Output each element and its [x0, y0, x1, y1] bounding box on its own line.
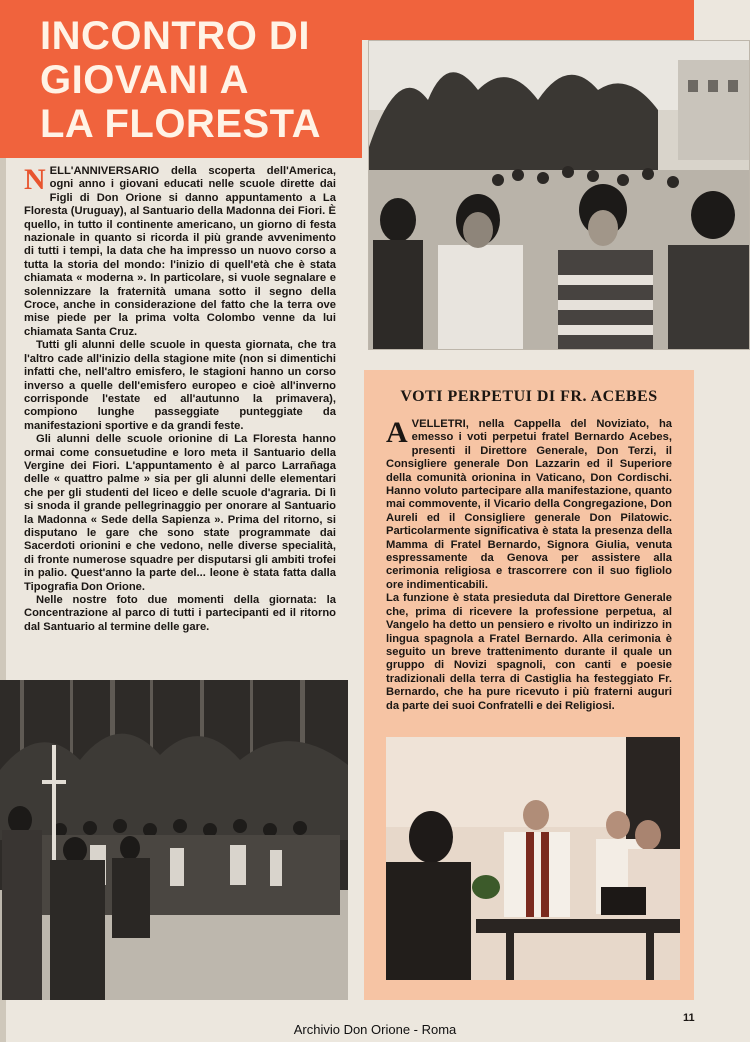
sidebox-paragraph-1: AVELLETRI, nella Cappella del Noviziato, ha emesso i voti perpetui fratel Bernardo Acebes, presenti il Direttore Generale, Don Terzi, il Consigliere generale Don Lazzarin ed il Superiore della comunità orionina in Vaticano, Don Cordischi. Hanno voluto partecipare alla manifestazione, quanto mai commovente, il Vicario della Congregazione, Don Aureli ed il Consigliere generale Don Pilatowic. Particolarmente significativa è stata la presenza della Mamma di Fratel Bernardo, Signora Giulia, venuta espressamente da Genova per assistere alla cerimonia religiosa e trascorrere con il suo figliolo ore indimenticabili. [386, 416, 672, 591]
page-title [40, 14, 321, 146]
photo-ceremony [386, 737, 680, 980]
photo-crowd-park [0, 680, 348, 1000]
article-dropcap: N [24, 163, 46, 196]
sidebox-dropcap: A [386, 416, 408, 449]
article-paragraph-3: Gli alunni delle scuole orionine di La Floresta hanno ormai come consuetudine e loro meta il Santuario della Vergine dei Fiori. L'appuntamento è al parco Larrañaga delle « quattro palme » sia per gli alunni delle elementari che per gli studenti del liceo e delle scuole d'agraria. Di lì si snoda il grande pellegrinaggio per onorare al Santuario la Madonna « Sede della Sapienza ». Prima del ritorno, si disputano le gare che sono state programmate dai Sacerdoti orionini e che vedono, nelle diverse specialità, di fronte numerose squadre per disputarsi gli ambiti trofei in palio. Quest'anno la parte del... leone è stata fatta dalla Tipografia Don Orione. [24, 433, 336, 593]
page-number: 11 [683, 1012, 695, 1024]
article-paragraph-1: NELL'ANNIVERSARIO della scoperta dell'America, ogni anno i giovani educati nelle scuole dirette dai Figli di Don Orione si danno appuntamento a La Floresta (Uruguay), al Santuario della Madonna dei Fiori. È quello, in tutto il continente americano, un giorno di festa nazionale in quanto si ricorda il più grande avvenimento di tutti i tempi, la data che ha impresso un nuovo corso a tutta la storia del mondo: l'inizio di quell'età che è stata chiamata « moderna ». In particolare, si vuole segnalare e solennizzare la fraternità umana sotto il segno della Croce, anche in considerazione del fatto che la terra ove mise piede per la prima volta Colombo venne da lui chiamata Santa Cruz. [24, 163, 336, 338]
sidebox-title: VOTI PERPETUI DI FR. ACEBES [400, 388, 658, 405]
title-line-3: LA FLORESTA [40, 102, 322, 146]
top-accent-strip [362, 0, 694, 40]
article-paragraph-4: Nelle nostre foto due momenti della giornata: la Concentrazione al parco di tutti i partecipanti ed il ritorno dal Santuario al termine delle gare. [24, 594, 336, 633]
title-block [0, 0, 362, 158]
title-line-1: INCONTRO DI [40, 14, 310, 58]
sidebox-paragraph-2: La funzione è stata presieduta dal Direttore Generale che, prima di ricevere la professione perpetua, al Vangelo ha detto un pensiero e rivolto un indirizzo in lingua spagnola a Fratel Bernardo. Alla cerimonia è seguito un breve trattenimento durante il quale un gruppo di Novizi spagnoli, con canti e poesie tradizionali della terra di Castiglia ha festeggiato Fr. Bernardo, che ha pure ricevuto i più fraterni auguri da parte dei suoi Confratelli e dei Religiosi. [386, 592, 672, 712]
sidebox-text [386, 418, 672, 713]
main-article [24, 165, 336, 634]
article-paragraph-2: Tutti gli alunni delle scuole in questa giornata, che tra l'altro cade all'inizio della stagione mite (non si dimentichi infatti che, nell'altro emisfero, le stagioni hanno un corso inverso a quelle dell'emisfero europeo e cioè all'inverno corrisponde l'estate ed all'autunno la primavera), compiono lunghe passeggiate punteggiate da manifestazioni sportive e da grandi feste. [24, 339, 336, 432]
photo-youth-walking [368, 40, 750, 350]
archive-footer: Archivio Don Orione - Roma [293, 1022, 457, 1037]
title-line-2: GIOVANI A [40, 58, 249, 102]
